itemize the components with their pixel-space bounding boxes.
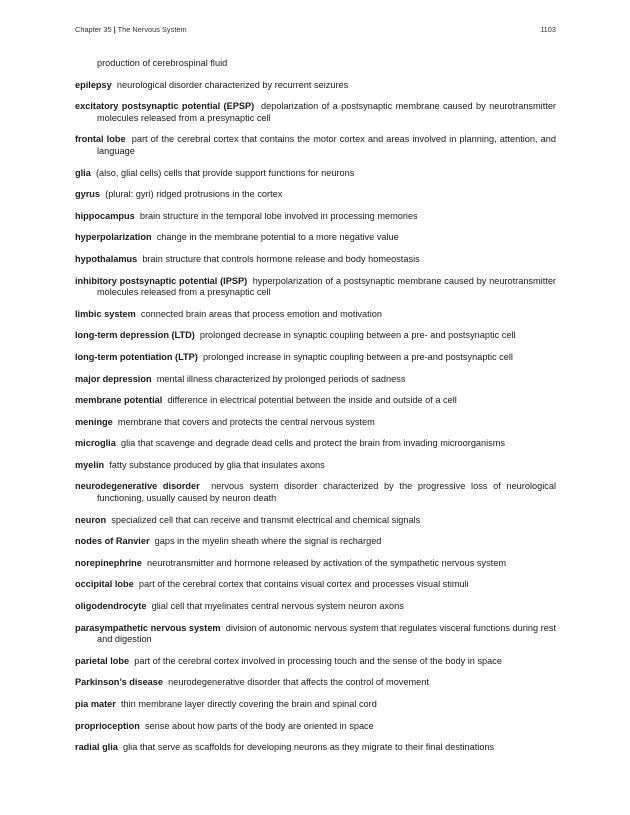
glossary-term: limbic system	[75, 308, 136, 319]
glossary-entry	[75, 742, 556, 754]
glossary-term: excitatory postsynaptic potential (EPSP)	[75, 101, 255, 112]
glossary-definition: neurotransmitter and hormone released by activation of the sympathetic nervous system	[146, 557, 506, 568]
glossary-definition: gaps in the myelin sheath where the signal is recharged	[154, 536, 382, 547]
glossary-term: major depression	[75, 373, 152, 384]
glossary-term: epilepsy	[75, 79, 112, 90]
glossary-entry	[75, 232, 556, 244]
glossary-term: pia mater	[75, 699, 116, 709]
glossary-definition: glia that scavenge and degrade dead cells and protect the brain from invading microorganisms	[120, 438, 506, 449]
glossary-definition: prolonged decrease in synaptic coupling between a pre- and postsynaptic cell	[199, 330, 516, 341]
glossary-term: microglia	[75, 438, 116, 449]
glossary-definition: change in the membrane potential to a more negative value	[156, 232, 399, 243]
glossary-definition: glial cell that myelinates central nervous system neuron axons	[151, 601, 404, 612]
glossary-entry	[75, 601, 556, 613]
glossary-entry	[75, 515, 556, 527]
glossary-term: parietal lobe	[75, 655, 130, 666]
running-head	[75, 25, 187, 34]
glossary-term: inhibitory postsynaptic potential (IPSP)	[75, 275, 248, 286]
glossary-term: oligodendrocyte	[75, 601, 147, 612]
glossary-term: norepinephrine	[75, 557, 142, 568]
chapter-title: The Nervous System	[117, 25, 187, 34]
glossary-entry	[75, 374, 556, 386]
glossary-definition: depolarization of a postsynaptic membrane caused by neurotransmitter molecules released from a presynaptic cell	[97, 101, 556, 123]
glossary-term: meninge	[75, 416, 113, 427]
glossary-entry	[75, 460, 556, 472]
glossary-term: glia	[75, 167, 91, 178]
glossary-entry	[75, 579, 556, 591]
glossary-definition: brain structure that controls hormone release and body homeostasis	[142, 253, 420, 264]
glossary-definition: part of the cerebral cortex that contains the motor cortex and areas involved in planning, attention, and language	[97, 134, 556, 156]
glossary-term: membrane potential	[75, 395, 163, 406]
glossary-entry	[75, 417, 556, 429]
glossary-definition: specialized cell that can receive and transmit electrical and chemical signals	[111, 514, 421, 525]
glossary-term: neuron	[75, 514, 107, 525]
chapter-label: Chapter 35	[75, 25, 112, 34]
glossary-entry	[75, 656, 556, 668]
glossary-term: neurodegenerative disorder	[75, 481, 200, 492]
glossary-entry	[75, 623, 556, 646]
glossary-entry	[75, 352, 556, 364]
glossary-term: nodes of Ranvier	[75, 536, 150, 547]
glossary-term: long-term potentiation (LTP)	[75, 351, 198, 362]
glossary-entry	[75, 276, 556, 299]
glossary-term: occipital lobe	[75, 579, 134, 590]
glossary-entry	[75, 80, 556, 92]
glossary-definition: neurodegenerative disorder that affects the control of movement	[168, 677, 429, 688]
glossary-term: proprioception	[75, 720, 140, 731]
glossary-entry	[75, 536, 556, 548]
glossary-term: frontal lobe	[75, 134, 126, 145]
glossary-definition: division of autonomic nervous system that regulates visceral functions during rest and digestion	[97, 622, 556, 645]
glossary-entries	[75, 80, 556, 754]
glossary-definition: glia that serve as scaffolds for developing neurons as they migrate to their final destinations	[123, 742, 495, 753]
glossary-entry	[75, 309, 556, 321]
glossary-term: hyperpolarization	[75, 232, 152, 243]
glossary-entry	[75, 168, 556, 180]
continued-definition: production of cerebrospinal fluid	[97, 58, 228, 68]
glossary-entry	[75, 211, 556, 223]
glossary-definition: difference in electrical potential between the inside and outside of a cell	[167, 395, 457, 406]
glossary-definition: membrane that covers and protects the central nervous system	[117, 416, 375, 427]
glossary-term: Parkinson’s disease	[75, 677, 164, 688]
glossary-entry	[75, 134, 556, 157]
glossary-definition: neurological disorder characterized by recurrent seizures	[116, 79, 349, 90]
glossary-entry	[75, 438, 556, 450]
glossary-entry	[75, 101, 556, 124]
glossary-entry	[75, 189, 556, 201]
glossary-term: gyrus	[75, 189, 101, 200]
glossary-entry	[75, 558, 556, 570]
glossary-definition: fatty substance produced by glia that insulates axons	[109, 459, 325, 470]
glossary-term: radial glia	[75, 742, 118, 753]
page-header	[75, 25, 556, 34]
glossary-definition: (plural: gyri) ridged protrusions in the cortex	[105, 189, 283, 200]
glossary-term: long-term depression (LTD)	[75, 330, 195, 341]
glossary-definition: mental illness characterized by prolonged periods of sadness	[156, 373, 406, 384]
glossary-entry	[75, 481, 556, 504]
glossary-term: hypothalamus	[75, 253, 138, 264]
glossary-entry	[75, 677, 556, 689]
glossary-entry	[75, 699, 556, 711]
page-number: 1103	[540, 25, 556, 34]
header-separator: |	[113, 25, 116, 34]
glossary-definition: nervous system disorder characterized by the progressive loss of neurological functioning, usually caused by neuron death	[97, 481, 557, 504]
glossary-term: parasympathetic nervous system	[75, 622, 221, 633]
glossary-definition: brain structure in the temporal lobe involved in processing memories	[139, 210, 418, 221]
glossary-definition: (also, glial cells) cells that provide support functions for neurons	[95, 167, 355, 178]
glossary-list	[75, 58, 556, 764]
glossary-entry	[75, 395, 556, 407]
glossary-definition: part of the cerebral cortex involved in processing touch and the sense of the body in space	[134, 655, 502, 666]
glossary-term: myelin	[75, 459, 105, 470]
glossary-definition: hyperpolarization of a postsynaptic membrane caused by neurotransmitter molecules released from a presynaptic cell	[97, 275, 556, 298]
glossary-definition: part of the cerebral cortex that contains visual cortex and processes visual stimuli	[138, 579, 469, 590]
glossary-entry	[75, 721, 556, 733]
glossary-definition: prolonged increase in synaptic coupling between a pre-and postsynaptic cell	[202, 351, 513, 362]
glossary-term: hippocampus	[75, 210, 135, 221]
glossary-entry	[75, 254, 556, 266]
glossary-definition: connected brain areas that process emotion and motivation	[140, 308, 382, 319]
glossary-entry	[75, 330, 556, 342]
glossary-definition: thin membrane layer directly covering the brain and spinal cord	[120, 699, 377, 709]
glossary-definition: sense about how parts of the body are oriented in space	[144, 720, 374, 731]
